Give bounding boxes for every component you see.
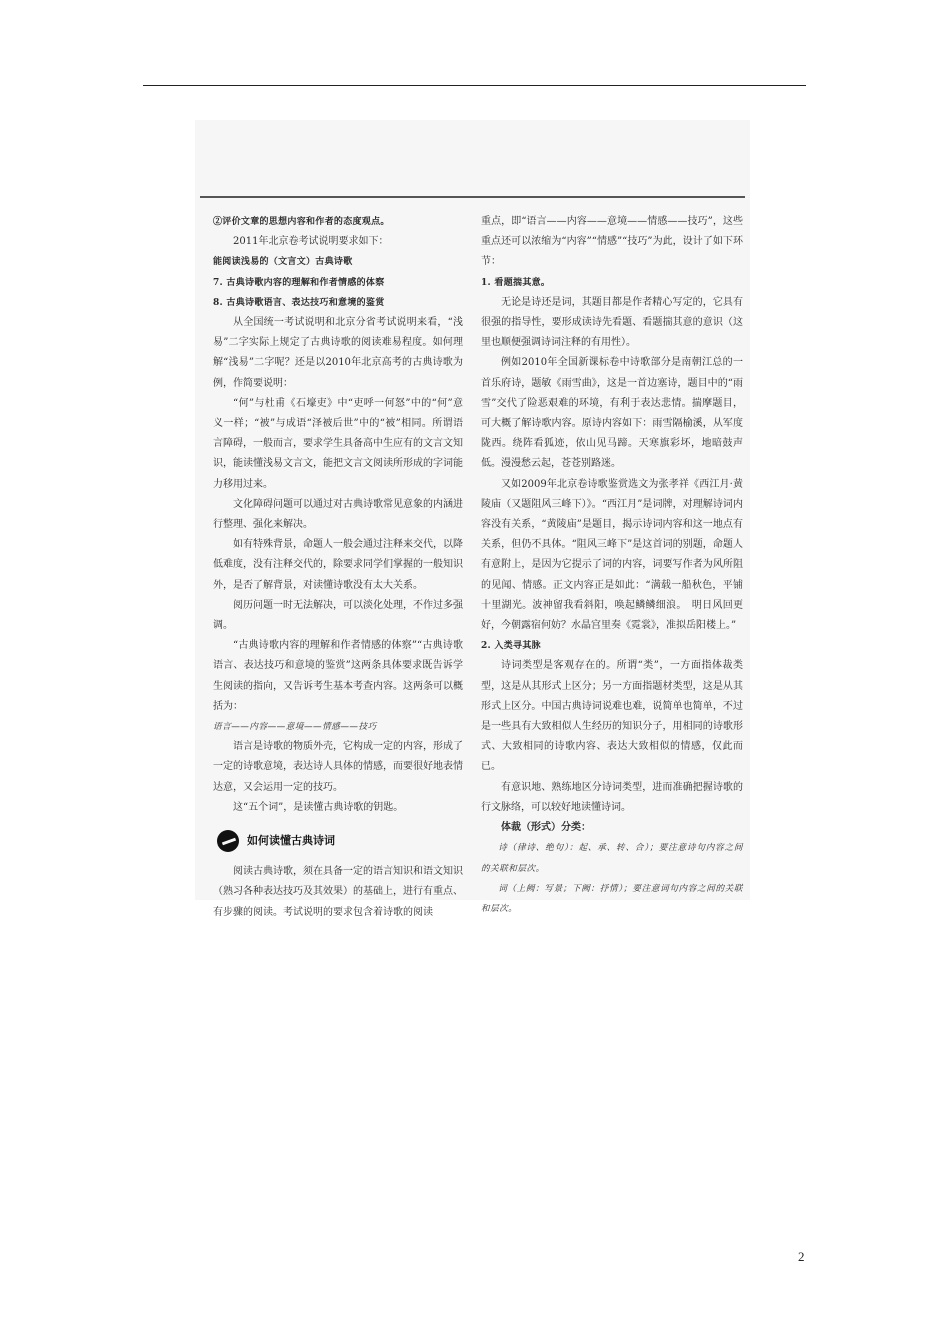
- paragraph: “何”与杜甫《石壕吏》中“吏呼一何怒”中的“何”意义一样；“被”与成语“泽被后世”中的“被”相同。所谓语言障碍，一般而言，要求学生具备高中生应有的文言文知识，能读懂浅易文言文，能把文言文阅读所形成的字词能力移用过来。: [213, 397, 463, 490]
- paragraph: 1. 看题揣其意。: [481, 277, 551, 288]
- paragraph: 7. 古典诗歌内容的理解和作者情感的体察: [213, 277, 385, 288]
- section-title: 如何读懂古典诗词: [247, 833, 335, 847]
- paragraph: 如有特殊背景，命题人一般会通过注释来交代，以降低难度，没有注释交代的，除要求同学们掌握的一般知识外，是否了解背景，对读懂诗歌没有太大关系。: [213, 539, 463, 591]
- paragraph: 语言是诗歌的物质外壳，它构成一定的内容，形成了一定的诗歌意境，表达诗人具体的情感，而要很好地表情达意，又会运用一定的技巧。: [213, 741, 463, 793]
- section-heading: [217, 830, 463, 852]
- paragraph: 能阅读浅易的（文言文）古典诗歌: [213, 257, 353, 268]
- paragraph: “古典诗歌内容的理解和作者情感的体察”“古典诗歌语言、表达技巧和意境的鉴赏”这两条具体要求既告诉学生阅读的指向，又告诉考生基本考查内容。这两条可以概括为：: [213, 640, 463, 712]
- paragraph: 从全国统一考试说明和北京分省考试说明来看，“浅易”二字实际上规定了古典诗歌的阅读难易程度。如何理解“浅易”二字呢？还是以2010年北京高考的古典诗歌为例，作简要说明：: [213, 317, 463, 389]
- paragraph: 例如2010年全国新课标卷中诗歌部分是南朝江总的一首乐府诗，题敏《雨雪曲》，这是一首边塞诗，题目中的“雨雪”交代了险恶艰难的环境，有利于表达悲情。揣摩题目，可大概了解诗歌内容。原诗内容如下：雨雪隔榆溪，从军度陇西。绕阵看狐迹，依山见马蹄。天寒旗彩坏，地暗鼓声低。漫漫愁云起，苍苍别路迷。: [481, 357, 743, 470]
- paragraph: 诗（律诗、绝句）：起、承、转、合）；要注意诗句内容之间的关联和层次。: [481, 843, 743, 874]
- paragraph: 有意识地、熟练地区分诗词类型，进而准确把握诗歌的行文脉络，可以较好地读懂诗词。: [481, 781, 743, 813]
- page-top-rule: [143, 85, 806, 86]
- left-column-after-section: [213, 862, 463, 923]
- paragraph: 阅读古典诗歌，须在具备一定的语言知识和语文知识（熟习各种表达技巧及其效果）的基础上，进行有重点、有步骤的阅读。考试说明的要求包含着诗歌的阅读: [213, 866, 463, 918]
- left-column-text: [213, 212, 463, 818]
- section-logo-icon: [217, 830, 239, 852]
- paragraph: 阅历问题一时无法解决，可以淡化处理，不作过多强调。: [213, 599, 463, 632]
- right-column-text: [481, 212, 743, 919]
- paragraph: 无论是诗还是词，其题目都是作者精心写定的，它具有很强的指导性，要形成读诗先看题、看题揣其意的意识（这里也顺便强调诗词注释的有用性）。: [481, 296, 743, 349]
- page-number: 2: [798, 1249, 805, 1264]
- paragraph: 8. 古典诗歌语言、表达技巧和意境的鉴赏: [213, 297, 385, 308]
- paragraph: ②评价文章的思想内容和作者的态度观点。: [213, 217, 390, 227]
- paragraph: 2. 入类寻其脉: [481, 641, 541, 652]
- right-column: [481, 212, 743, 919]
- paragraph: 又如2009年北京卷诗歌鉴赏选文为张孝祥《西江月·黄陵庙（又题阻风三峰下）》。“西江月”是词牌，对理解诗词内容没有关系，“黄陵庙”是题目，揭示诗词内容和这一地点有关系，但仍不具体。“阻风三峰下”是这首词的别题，命题人有意附上，是因为它提示了词的内容，词要写作者为风所阻的见闻、情感。正文内容正是如此：“满载一船秋色，平铺十里湖光。波神留我看斜阳，唤起鳞鳞细浪。 明日风回更好，今朝露宿何妨？水晶宫里奏《霓裳》，准拟岳阳楼上。”: [481, 478, 743, 632]
- paragraph: 2011年北京卷考试说明要求如下：: [233, 236, 389, 248]
- paragraph: 文化障碍问题可以通过对古典诗歌常见意象的内涵进行整理、强化来解决。: [213, 498, 463, 531]
- paragraph: 重点，即“语言——内容——意境——情感——技巧”，这些重点还可以浓缩为“内容”“情感”“技巧”为此，设计了如下环节：: [481, 216, 743, 268]
- paragraph: 词（上阙：写景；下阙：抒情）；要注意词句内容之间的关联和层次。: [481, 883, 743, 914]
- paragraph: 诗词类型是客观存在的。所谓“类”，一方面指体裁类型，这是从其形式上区分；另一方面指题材类型，这是从其形式上区分。中国古典诗词说难也难，说简单也简单，不过是一些具有大致相似人生经历的知识分子，用相同的诗歌形式、大致相同的诗歌内容、表达大致相似的情感，仅此而已。: [481, 660, 743, 773]
- paragraph: 体裁（形式）分类：: [501, 822, 591, 834]
- paragraph: 语言——内容——意境——情感——技巧: [213, 722, 377, 733]
- left-column: [213, 212, 463, 923]
- paragraph: 这“五个词”，是读懂古典诗歌的钥匙。: [233, 801, 404, 813]
- scan-header-rule: [200, 196, 745, 198]
